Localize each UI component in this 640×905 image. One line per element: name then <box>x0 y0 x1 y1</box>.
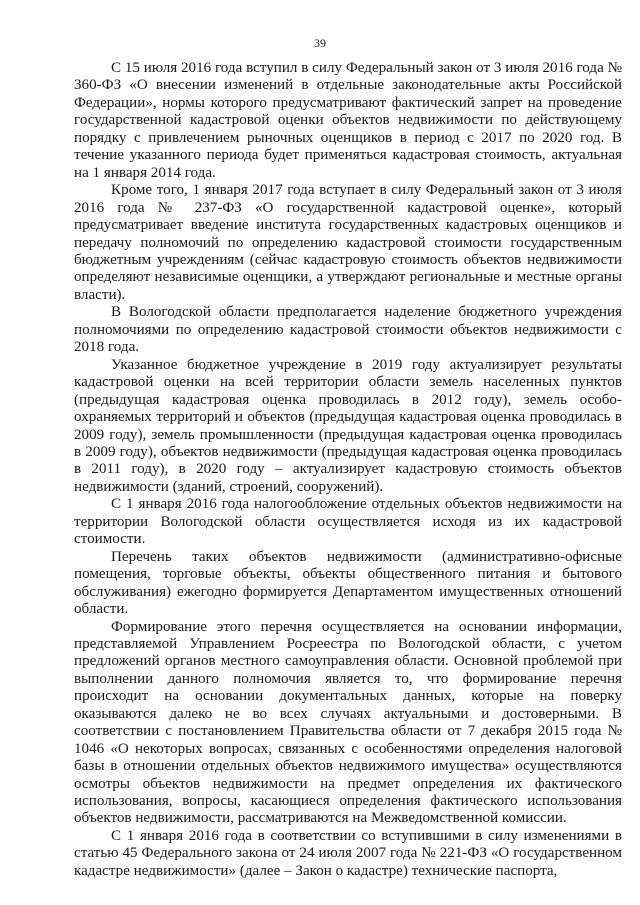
paragraph-law-237fz: Кроме того, 1 января 2017 года вступает в силу Федеральный закон от 3 июля 2016 года № 237-ФЗ «О государственной кадастровой оценке», который предусматривает введение института государственных кадастровых оценщиков и передачу полномочий по определению кадастровой стоимости государственным бюджетным учреждениям (сейчас кадастровую стоимость объектов недвижимости определяют независимые оценщики, а утверждают региональные и местные органы власти). <box>74 182 622 303</box>
paragraph-law-360fz: С 15 июля 2016 года вступил в силу Федеральный закон от 3 июля 2016 года № 360-ФЗ «О внесении изменений в отдельные законодательные акты Российской Федерации», нормы которого предусматривают фактический запрет на проведение государственной кадастровой оценки объектов недвижимости по действующему порядку с привлечением рыночных оценщиков в период с 2017 по 2020 год. В течение указанного периода будет применяться кадастровая стоимость, актуальная на 1 января 2014 года. <box>74 60 622 181</box>
paragraph-list-formation: Формирование этого перечня осуществляется на основании информации, представляемой Управлением Росреестра по Вологодской области, с учетом предложений органов местного самоуправления области. Основной проблемой при выполнении данного полномочия является то, что формирование перечня происходит на основании документальных данных, которые на поверку оказываются далеко не во всех случаях актуальными и достоверными. В соответствии с постановлением Правительства области от 7 декабря 2015 года № 1046 «О некоторых вопросах, связанных с особенностями определения налоговой базы в отношении отдельных объектов недвижимого имущества» осуществляются осмотры объектов недвижимости на предмет определения их фактического использования, вопросы, касающиеся определения фактического использования объектов недвижимости, рассматриваются на Межведомственной комиссии. <box>74 618 622 827</box>
page-number: 39 <box>314 36 326 50</box>
paragraph-vologda-budget-institution: В Вологодской области предполагается наделение бюджетного учреждения полномочиями по определению кадастровой стоимости объектов недвижимости с 2018 года. <box>74 304 622 356</box>
paragraph-taxation-2016: С 1 января 2016 года налогообложение отдельных объектов недвижимости на территории Вологодской области осуществляется исходя из их кадастровой стоимости. <box>74 496 622 548</box>
paragraph-law-221fz: С 1 января 2016 года в соответствии со вступившими в силу изменениями в статью 45 Федерального закона от 24 июля 2007 года № 221-ФЗ «О государственном кадастре недвижимости» (далее – Закон о кадастре) технические паспорта, <box>74 827 622 879</box>
paragraph-actualization-2019: Указанное бюджетное учреждение в 2019 году актуализирует результаты кадастровой оценки на всей территории области земель населенных пунктов (предыдущая кадастровая оценка проводилась в 2012 году), земель особо-охраняемых территорий и объектов (предыдущая кадастровая оценка проводилась в 2009 году), земель промышленности (предыдущая кадастровая оценка проводилась в 2009 году), объектов недвижимости (предыдущая кадастровая оценка проводилась в 2011 году), в 2020 году – актуализирует кадастровую стоимость объектов недвижимости (зданий, строений, сооружений). <box>74 356 622 495</box>
paragraph-objects-list: Перечень таких объектов недвижимости (административно-офисные помещения, торговые объекты, объекты общественного питания и бытового обслуживания) ежегодно формируется Департаментом имущественных отношений области. <box>74 548 622 618</box>
document-body <box>74 60 622 880</box>
